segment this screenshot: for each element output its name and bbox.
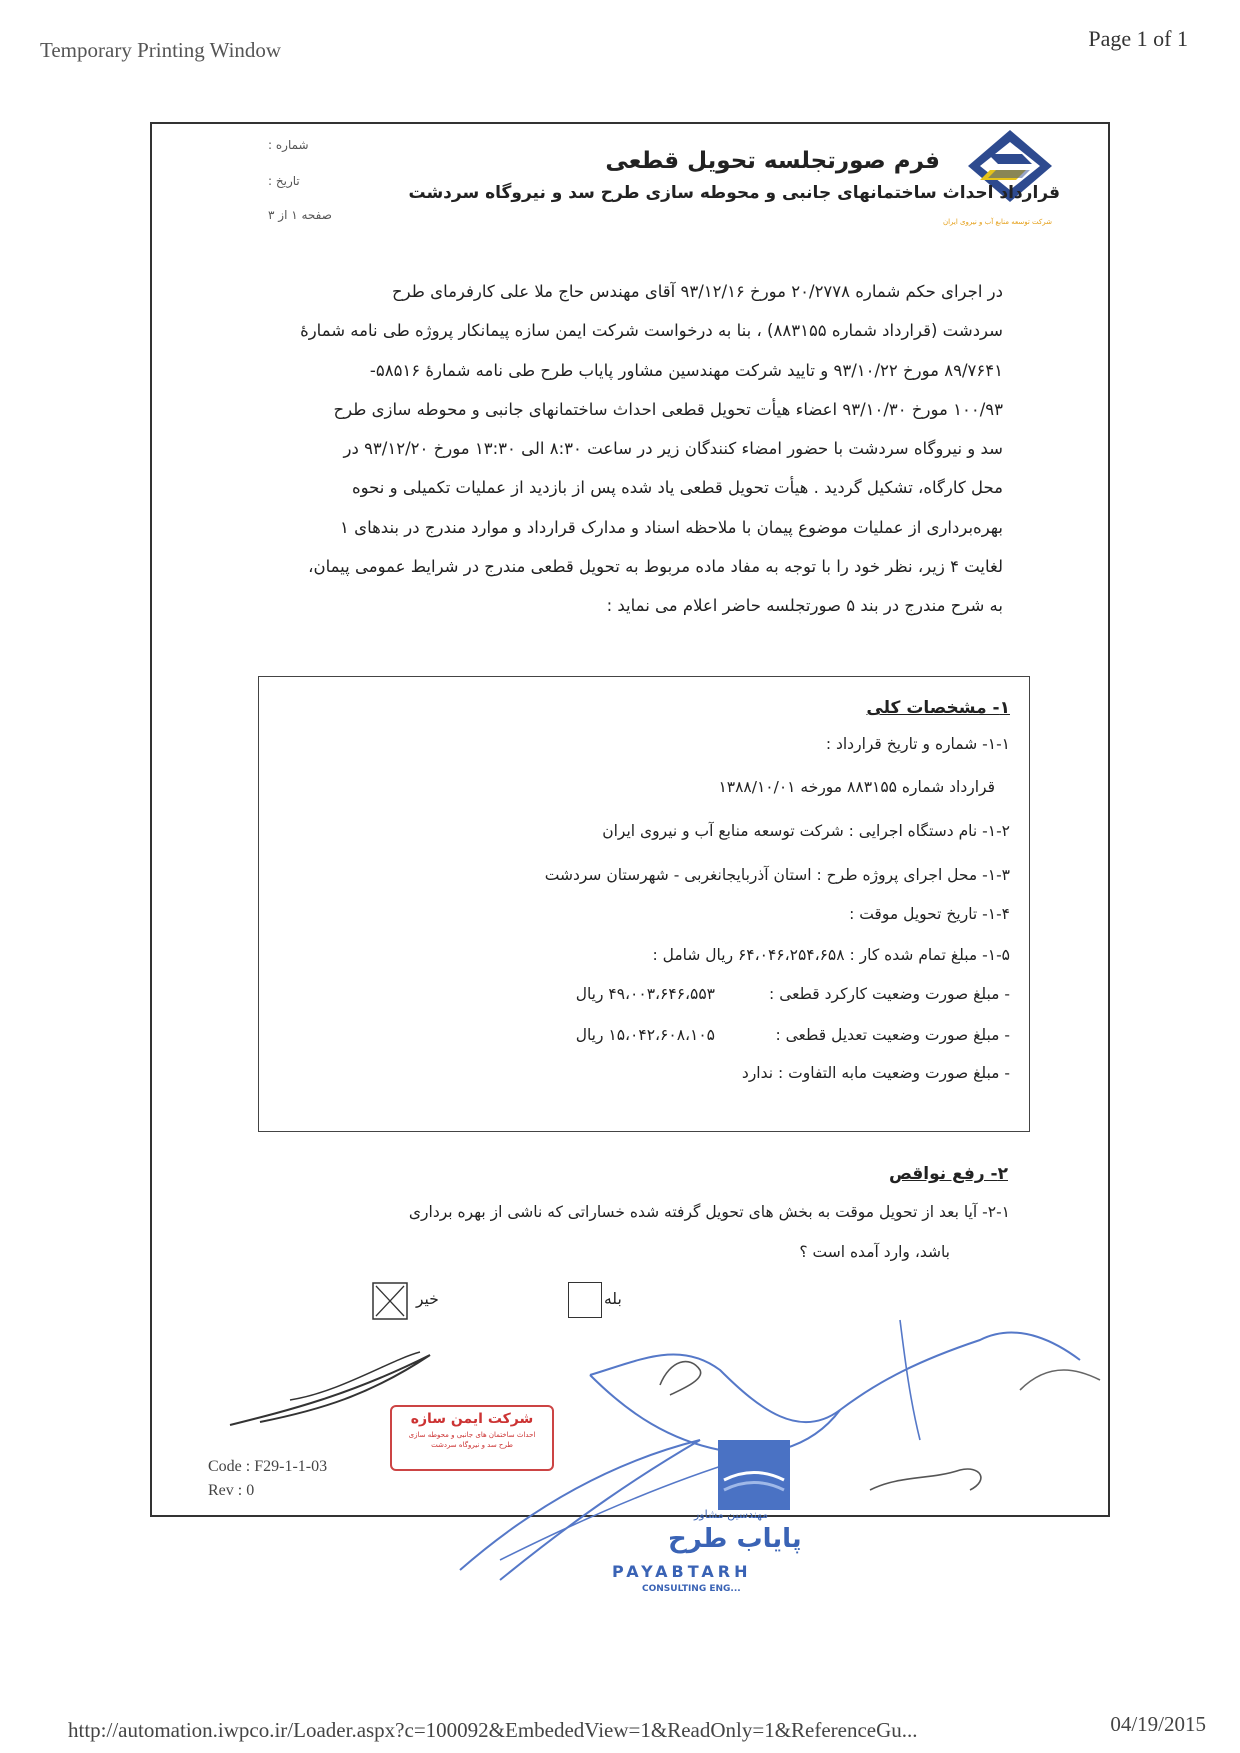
consultant-stamp-en: PAYABTARH [612,1562,752,1581]
sub-a-value: ۴۹،۰۰۳،۶۴۶،۵۵۳ ریال [575,985,715,1003]
section2-question-line1: ۲-۱- آیا بعد از تحویل موقت به بخش های تحویل گرفته شده خساراتی که ناشی از بهره برداری [408,1203,1010,1221]
item-1-5: ۱-۵- مبلغ تمام شده کار : ۶۴،۰۴۶،۲۵۴،۶۵۸ ریال شامل : [652,946,1010,964]
page-label: صفحه ۱ از ۳ [268,208,332,222]
consultant-stamp-en2: CONSULTING ENG... [642,1584,741,1594]
window-title: Temporary Printing Window [40,38,282,62]
date-label: تاریخ : [268,174,300,188]
item-1-2: ۱-۲- نام دستگاه اجرایی : شرکت توسعه منابع آب و نیروی ایران [602,822,1010,840]
consultant-logo-icon [718,1440,790,1510]
section2-question-line2: باشد، وارد آمده است ؟ [799,1243,950,1261]
footer-url: http://automation.iwpco.ir/Loader.aspx?c=100092&EmbededView=1&ReadOnly=1&ReferenceGu... [68,1718,918,1742]
consultant-stamp-fa-top: مهندسین مشاور [694,1508,769,1521]
stamp-line3: طرح سد و نیروگاه سردشت [431,1441,513,1449]
sub-c: - مبلغ صورت وضعیت مابه التفاوت : ندارد [741,1064,1010,1082]
page-indicator: Page 1 of 1 [1088,26,1188,51]
body-line: بهره‌برداری از عملیات موضوع پیمان با ملاحظه اسناد و مدارک قرارداد و موارد مندرج در بندهای ۱ [340,517,1003,537]
body-line: به شرح مندرج در بند ۵ صورتجلسه حاضر اعلام می نماید : [606,596,1003,616]
body-line: در اجرای حکم شماره ۲۰/۲۷۷۸ مورخ ۹۳/۱۲/۱۶ آقای مهندس حاج ملا علی کارفرمای طرح [392,282,1003,301]
company-stamp [390,1405,554,1471]
body-paragraph [268,272,1003,626]
item-1-1-label: ۱-۱- شماره و تاریخ قرارداد : [825,735,1010,753]
section2-heading: ۲- رفع نواقص [888,1164,1008,1184]
body-line: ۱۰۰/۹۳ مورخ ۹۳/۱۰/۳۰ اعضاء هیأت تحویل قطعی احداث ساختمانهای جانبی و محوطه سازی طرح [333,399,1003,419]
consultant-stamp-fa: پایاب طرح [668,1524,802,1554]
form-title: فرم صورتجلسه تحویل قطعی [605,148,940,174]
footer-date: 04/19/2015 [1110,1712,1206,1736]
body-line: سردشت (قرارداد شماره ۸۸۳۱۵۵) ، بنا به درخواست شرکت ایمن سازه پیمانکار پروژه طی نامه شمارهٔ [300,321,1003,341]
iwpco-logo-icon [942,124,1060,232]
number-label: شماره : [268,138,309,152]
sub-b-label: - مبلغ صورت وضعیت تعدیل قطعی : [775,1026,1010,1044]
body-line: سد و نیروگاه سردشت با حضور امضاء کنندگان زیر در ساعت ۸:۳۰ الی ۱۳:۳۰ مورخ ۹۳/۱۲/۲۰ در [343,439,1003,459]
contract-title: قرارداد احداث ساختمانهای جانبی و محوطه سازی طرح سد و نیروگاه سردشت [408,183,1060,203]
form-revision: Rev : 0 [208,1482,255,1499]
item-1-4: ۱-۴- تاریخ تحویل موقت : [849,905,1010,923]
yes-label: بله [604,1290,622,1308]
body-line: ۸۹/۷۶۴۱ مورخ ۹۳/۱۰/۲۲ و تایید شرکت مهندسین مشاور پایاب طرح طی نامه شمارهٔ ۵۸۵۱۶- [369,360,1003,380]
item-1-1-value: قرارداد شماره ۸۸۳۱۵۵ مورخه ۱۳۸۸/۱۰/۰۱ [718,778,995,796]
section1-heading: ۱- مشخصات کلی [866,698,1010,718]
form-code: Code : F29-1-1-03 [208,1458,328,1475]
sub-a-label: - مبلغ صورت وضعیت کارکرد قطعی : [769,985,1010,1003]
stamp-company-name: شرکت ایمن سازه [410,1411,534,1427]
body-line: محل کارگاه، تشکیل گردید . هیأت تحویل قطعی یاد شده پس از بازدید از عملیات تکمیلی و نحوه [351,478,1003,498]
signatures-graphic [200,1300,1160,1600]
body-line: لغایت ۴ زیر، نظر خود را با توجه به مفاد ماده مربوط به تحویل قطعی مندرج در شرایط عمومی پیمان، [308,557,1003,577]
item-1-3: ۱-۳- محل اجرای پروژه طرح : استان آذربایجانغربی - شهرستان سردشت [544,866,1010,884]
logo-caption: شرکت توسعه منابع آب و نیروی ایران [942,218,1052,226]
no-label: خیر [416,1290,439,1308]
stamp-line2: احداث ساختمان های جانبی و محوطه سازی [408,1431,536,1439]
sub-b-value: ۱۵،۰۴۲،۶۰۸،۱۰۵ ریال [575,1026,715,1044]
